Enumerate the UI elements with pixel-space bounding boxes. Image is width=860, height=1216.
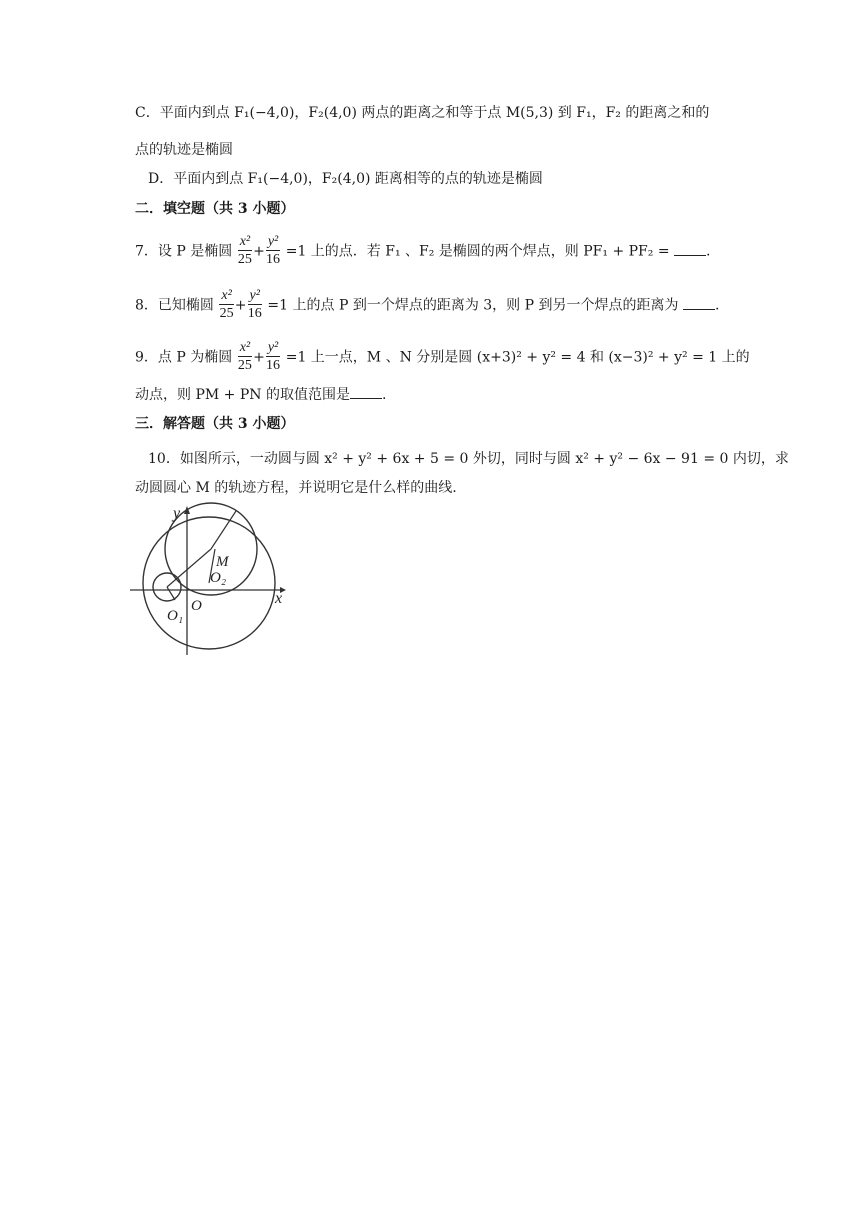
section3-title: 三．解答题（共 3 小题）	[135, 416, 295, 432]
q9-frac1: $\frac{\text{x²}}{25}$	[237, 340, 252, 373]
q7-plus: +	[253, 243, 265, 260]
question-8: 8．已知椭圆 $\frac{\text{x²}}{25}$ + $\frac{\text{y²}}{16}$ =1 上的点 P 到一个焊点的距离为 3，则 P 到另一个焊点的距离为 .	[135, 288, 720, 321]
q7-frac1: $\frac{\text{x²}}{25}$	[237, 234, 252, 267]
figure-circles	[130, 500, 290, 660]
label-o2: O₂	[210, 570, 227, 586]
q8-answer-blank[interactable]	[683, 295, 715, 310]
label-y: y	[173, 505, 181, 522]
q8-prefix: 8．已知椭圆	[135, 297, 214, 314]
q10-line2: 动圆圆心 M 的轨迹方程，并说明它是什么样的曲线.	[135, 480, 457, 496]
q8-frac1: $\frac{\text{x²}}{25}$	[219, 288, 234, 321]
q10-line1: 10．如图所示，一动圆与圆 x² + y² + 6x + 5 = 0 外切，同时与圆 x² + y² − 6x − 91 = 0 内切，求	[148, 451, 789, 467]
line-o1-m	[167, 549, 211, 587]
q7-frac2: $\frac{\text{y²}}{16}$	[266, 234, 281, 267]
label-o1: O₁	[167, 608, 184, 624]
label-x: x	[275, 590, 283, 607]
q9-suffix: =1 上一点，M 、N 分别是圆 (x+3)² + y² = 4 和 (x−3)² + y² = 1 上的	[285, 349, 750, 366]
radius-o1	[167, 587, 175, 600]
option-c-line1: C．平面内到点 F₁(−4,0)，F₂(4,0) 两点的距离之和等于点 M(5,3) 到 F₁，F₂ 的距离之和的	[135, 105, 710, 121]
q9-prefix: 9．点 P 为椭圆	[135, 349, 233, 366]
option-c-line2: 点的轨迹是椭圆	[135, 142, 233, 158]
q8-plus: +	[234, 297, 247, 314]
q9-frac2: $\frac{\text{y²}}{16}$	[266, 340, 281, 373]
q9-plus: +	[253, 349, 265, 366]
option-d: D．平面内到点 F₁(−4,0)，F₂(4,0) 距离相等的点的轨迹是椭圆	[148, 171, 543, 187]
section2-title: 二．填空题（共 3 小题）	[135, 201, 295, 217]
q7-suffix: =1 上的点．若 F₁ 、F₂ 是椭圆的两个焊点，则 PF₁ + PF₂ =	[285, 243, 670, 260]
q7-answer-blank[interactable]	[674, 241, 706, 256]
q9-answer-blank[interactable]	[350, 384, 382, 399]
label-m: M	[216, 554, 229, 570]
question-9	[135, 340, 750, 375]
q8-frac2: $\frac{\text{y²}}{16}$	[247, 288, 262, 321]
question-7: 7．设 P 是椭圆 $\frac{\text{x²}}{25}$ + $\frac{\text{y²}}{16}$ =1 上的点．若 F₁ 、F₂ 是椭圆的两个焊点，则 PF₁ + PF₂ = .	[135, 234, 711, 267]
q7-prefix: 7．设 P 是椭圆	[135, 243, 233, 260]
question-9-line2: 动点，则 PM + PN 的取值范围是 .	[135, 384, 386, 405]
label-o: O	[191, 598, 202, 614]
q8-suffix: =1 上的点 P 到一个焊点的距离为 3，则 P 到另一个焊点的距离为	[267, 297, 679, 314]
